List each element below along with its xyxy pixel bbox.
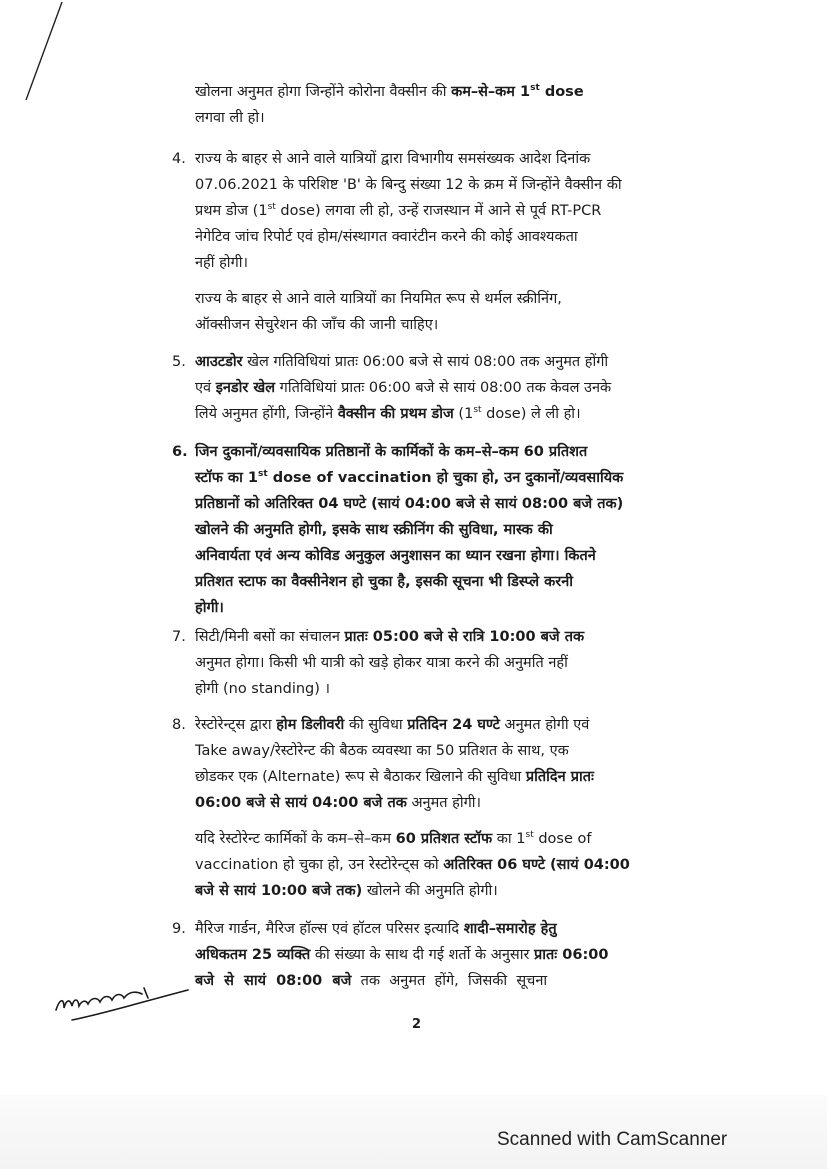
item-9-paragraph: मैरिज गार्डन, मैरिज हॉल्स एवं हॉटल परिसर इत्यादि शादी–समारोह हेतु अधिकतम 25 व्यक्ति की संख्या के साथ दी गई शर्तो के अनुसार प्रातः 06:00 बजे से सायं 08:00 बजे तक अनुमत होंगे, जिसकी सूचना [195, 921, 609, 989]
continuation-paragraph: खोलना अनुमत होगा जिन्होंने कोरोना वैक्सीन की कम–से–कम 1st dose लगवा ली हो। [195, 83, 584, 126]
item-6-paragraph: जिन दुकानों/व्यवसायिक प्रतिष्ठानों के कार्मिकों के कम–से–कम 60 प्रतिशत स्टॉफ का 1st dose of vaccination हो चुका हो, उन दुकानों/व्यवसायिक प्रतिष्ठानों को अतिरिक्त 04 घण्टे (सायं 04:00 बजे से सायं 08:00 बजे तक) खोलने की अनुमति होगी, इसके साथ स्क्रीनिंग की सुविधा, मास्क की अनिवार्यता एवं अन्य कोविड अनुकुल अनुशासन का ध्यान रखना होगा। कितने प्रतिशत स्टाफ का वैक्सीनेशन हो चुका है, इसकी सूचना भी डिस्प्ले करनी होगी। [195, 444, 624, 616]
item-9-number: 9. [172, 921, 186, 937]
item-7-paragraph: सिटी/मिनी बसों का संचालन प्रातः 05:00 बजे से रात्रि 10:00 बजे तक अनुमत होगा। किसी भी यात्री को खड़े होकर यात्रा करने की अनुमति नहीं होगी (no standing) । [195, 629, 585, 697]
item-4-note-paragraph: राज्य के बाहर से आने वाले यात्रियों का नियमित रूप से थर्मल स्क्रीनिंग, ऑक्सीजन सेचुरेशन की जाँच की जानी चाहिए। [195, 291, 562, 333]
item-5-number: 5. [172, 354, 186, 370]
item-8-number: 8. [172, 717, 186, 733]
item-7-number: 7. [172, 629, 186, 645]
handwritten-signature [52, 980, 192, 1030]
page-number: 2 [412, 1017, 422, 1032]
scan-edge-line [0, 0, 80, 110]
camscanner-watermark: Scanned with CamScanner [497, 1129, 728, 1150]
item-4-number: 4. [172, 151, 186, 167]
item-8-paragraph: रेस्टोरेन्ट्स द्वारा होम डिलीवरी की सुविधा प्रतिदिन 24 घण्टे अनुमत होगी एवं Take away/रेस्टोरेन्ट की बैठक व्यवस्था का 50 प्रतिशत के साथ, एक छोडकर एक (Alternate) रूप से बैठाकर खिलाने की सुविधा प्रतिदिन प्रातः 06:00 बजे से सायं 04:00 बजे तक अनुमत होगी। [195, 717, 594, 811]
item-6-number: 6. [172, 444, 188, 460]
item-5-paragraph: आउटडोर खेल गतिविधियां प्रातः 06:00 बजे से सायं 08:00 तक अनुमत होंगी एवं इनडोर खेल गतिविधियां प्रातः 06:00 बजे से सायं 08:00 तक केवल उनके लिये अनुमत होंगी, जिन्होंने वैक्सीन की प्रथम डोज (1st dose) ले ली हो। [195, 354, 612, 422]
item-4-paragraph: राज्य के बाहर से आने वाले यात्रियों द्वारा विभागीय समसंख्यक आदेश दिनांक 07.06.2021 के परिशिष्ट 'B' के बिन्दु संख्या 12 के क्रम में जिन्होंने वैक्सीन की प्रथम डोज (1st dose) लगवा ली हो, उन्हें राजस्थान में आने से पूर्व RT-PCR नेगेटिव जांच रिपोर्ट एवं होम/संस्थागत क्वारंटीन करने की कोई आवश्यकता नहीं होगी। [195, 151, 622, 271]
item-8-additional-paragraph: यदि रेस्टोरेन्ट कार्मिकों के कम–से–कम 60 प्रतिशत स्टॉफ का 1st dose of vaccination हो चुका हो, उन रेस्टोरेन्ट्स को अतिरिक्त 06 घण्टे (सायं 04:00 बजे से सायं 10:00 बजे तक) खोलने की अनुमति होगी। [195, 830, 630, 899]
